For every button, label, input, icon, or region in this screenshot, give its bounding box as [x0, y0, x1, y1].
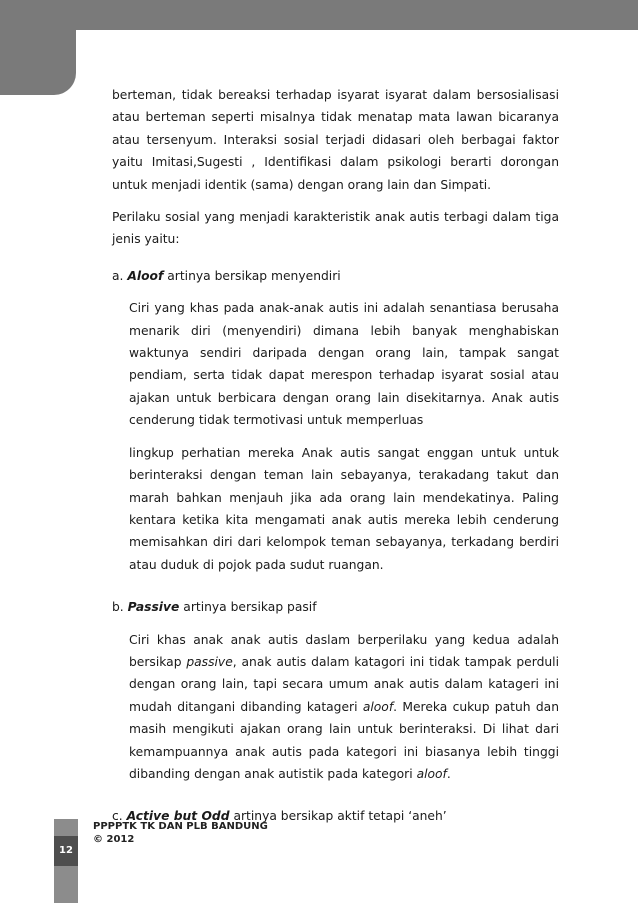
item-b-term: Passive: [127, 600, 180, 615]
footer-copyright: © 2012: [93, 834, 135, 845]
header-corner-tab: [0, 0, 76, 95]
header-band: [0, 0, 638, 30]
item-a-definition: artinya bersikap menyendiri: [163, 268, 341, 283]
item-a-paragraph-1: Ciri yang khas pada anak-anak autis ini adalah senantiasa berusaha menarik diri (menyendiri) dimana lebih banyak menghabiskan waktunya sendiri daripada dengan orang lain, tampak sangat pendiam, serta tidak dapat merespon terhadap isyarat sosial atau ajakan untuk berbicara dengan orang lain disekitarnya. Anak autis cenderung tidak termotivasi untuk memperluas: [129, 301, 559, 428]
intro-paragraph: berteman, tidak bereaksi terhadap isyarat isyarat dalam bersosialisasi atau berteman seperti misalnya tidak menatap mata lawan bicaranya atau tersenyum. Interaksi sosial terjadi didasari oleh berbagai faktor yaitu Imitasi,Sugesti , Identifikasi dalam psikologi berarti dorongan untuk menjadi identik (sama) dengan orang lain dan Simpati.: [112, 88, 559, 192]
item-b-heading: [112, 596, 559, 618]
item-b-marker: b.: [112, 600, 124, 615]
item-a-heading: [112, 265, 559, 287]
item-c-marker: c.: [112, 809, 123, 824]
item-c-definition: artinya bersikap aktif tetapi ‘aneh’: [229, 809, 447, 824]
page-body: [112, 84, 559, 828]
item-b-paragraph: [129, 629, 559, 786]
footer-publisher: PPPPTK TK DAN PLB BANDUNG: [93, 821, 268, 832]
page-number: 12: [54, 836, 78, 866]
item-b-emphasis-2: aloof: [362, 699, 394, 714]
item-b-text-1: Ciri khas anak anak autis daslam berperilaku yang kedua adalah bersikap: [129, 632, 559, 669]
item-a-paragraph-2: lingkup perhatian mereka Anak autis sangat enggan untuk untuk berinteraksi dengan teman lain sebayanya, terakadang takut dan marah bahkan menjauh jika ada orang lain mendekatinya. Paling kentara ketika kita mengamati anak autis mereka lebih cenderung memisahkan diri dari kelompok teman sebayanya, terkadang berdiri atau duduk di pojok pada sudut ruangan.: [129, 445, 559, 572]
types-intro-paragraph: Perilaku sosial yang menjadi karakteristik anak autis terbagi dalam tiga jenis yaitu:: [112, 210, 559, 247]
item-b-text-4: .: [446, 766, 451, 781]
item-b-definition: artinya bersikap pasif: [179, 600, 317, 615]
item-a-marker: a.: [112, 268, 124, 283]
footer: [93, 820, 268, 846]
item-b-emphasis-3: aloof: [416, 766, 447, 781]
item-a-term: Aloof: [127, 268, 164, 283]
item-b-text-2: , anak autis dalam katagori ini tidak tampak perduli dengan orang lain, tapi secara umum anak autis dalam katageri ini mudah ditangani dibanding katageri: [129, 654, 560, 714]
item-c-term: Active but Odd: [126, 809, 230, 824]
item-b-emphasis-1: passive: [186, 654, 233, 669]
item-b-text-3: . Mereka cukup patuh dan masih mengikuti ajakan orang lain untuk berinteraksi. Di lihat dari kemampuannya anak autis pada kategori ini biasanya lebih tinggi dibanding dengan anak autistik pada kategori: [129, 699, 559, 781]
